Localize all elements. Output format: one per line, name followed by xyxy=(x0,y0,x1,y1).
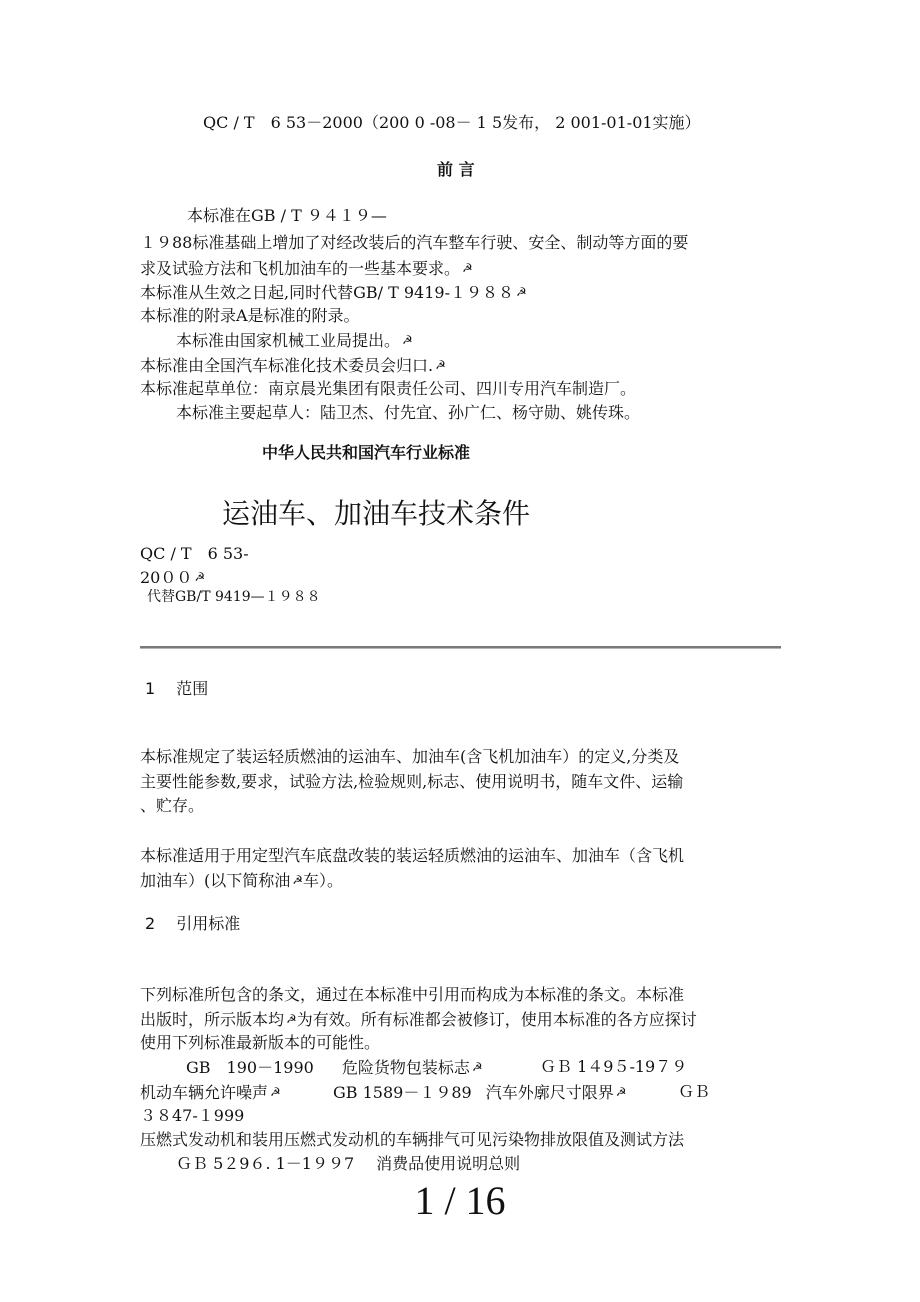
preface-line: 本标准主要起草人：陆卫杰、付先宜、孙广仁、杨守勋、姚传珠。 xyxy=(176,403,641,422)
preface-line: 本标准起草单位：南京晨光集团有限责任公司、四川专用汽车制造厂。 xyxy=(140,379,637,398)
reference-title: 机动车辆允许噪声 xyxy=(140,1083,269,1102)
reference-title: 汽车外廓尺寸限界 xyxy=(485,1083,614,1102)
preface-line: 本标准的附录A是标准的附录。 xyxy=(140,306,360,325)
paragraph-mark-icon: ☭ xyxy=(402,333,413,347)
standard-org-title: 中华人民共和国汽车行业标准 xyxy=(262,443,471,462)
reference-code: ＧＢ 5２9６. 1－1９９7 xyxy=(176,1154,355,1173)
paragraph-mark-icon: ☭ xyxy=(516,285,527,299)
reference-title: 压燃式发动机和装用压燃式发动机的车辆排气可见污染物排放限值及测试方法 xyxy=(140,1130,685,1149)
section-heading-references: 2 引用标准 xyxy=(145,914,241,933)
paragraph-mark-icon: ☭ xyxy=(615,1085,627,1099)
reference-title: 消费品使用说明总则 xyxy=(376,1154,521,1173)
reference-line xyxy=(176,1154,520,1174)
standard-code-line: QC / T 6 53- xyxy=(140,544,249,563)
preface-line: 本标准由全国汽车标准化技术委员会归口. ☭ xyxy=(140,356,446,375)
horizontal-rule xyxy=(140,646,781,649)
preface-line: 本标准从生效之日起,同时代替GB/ T 9419-１９８８ ☭ xyxy=(140,283,527,302)
paragraph-mark-icon: ☭ xyxy=(194,570,206,584)
preface-line: １９88标准基础上增加了对经改装后的汽车整车行驶、安全、制动等方面的要 xyxy=(140,233,689,252)
standard-main-title: 运油车、加油车技术条件 xyxy=(222,497,531,530)
paragraph-mark-icon: ☭ xyxy=(292,873,304,887)
paragraph-mark-icon: ☭ xyxy=(435,358,446,372)
standard-code-line: 20００ ☭ xyxy=(140,568,206,587)
reference-code: ＧＢ xyxy=(678,1082,711,1101)
paragraph-mark-icon: ☭ xyxy=(471,1060,483,1074)
reference-code: GB 190－1990 xyxy=(186,1058,314,1077)
paragraph-mark-icon: ☭ xyxy=(286,1012,297,1026)
body-line: 本标准适用于用定型汽车底盘改装的装运轻质燃油的运油车、加油车（含飞机 xyxy=(140,846,685,865)
reference-title: 危险货物包装标志 xyxy=(341,1058,470,1077)
replaces-standard: 代替GB/T 9419—１９８８ xyxy=(147,589,321,605)
body-line: 下列标准所包含的条文，通过在本标准中引用而构成为本标准的条文。本标准 xyxy=(140,985,685,1004)
body-line: 主要性能参数,要求，试验方法,检验规则,标志、使用说明书，随车文件、运输 xyxy=(140,772,684,791)
paragraph-mark-icon: ☭ xyxy=(270,1085,281,1099)
body-line: 本标准规定了装运轻质燃油的运油车、加油车(含飞机加油车）的定义,分类及 xyxy=(140,747,680,766)
reference-line xyxy=(333,1082,627,1103)
body-line: 、贮存。 xyxy=(140,796,205,815)
preface-line: 本标准由国家机械工业局提出。 ☭ xyxy=(176,331,413,350)
reference-line xyxy=(186,1057,483,1078)
paragraph-mark-icon: ☭ xyxy=(462,261,473,275)
body-line: 使用下列标准最新版本的可能性。 xyxy=(140,1033,381,1052)
body-line: 加油车）(以下简称油 ☭车）。 xyxy=(140,871,344,890)
reference-line xyxy=(140,1082,281,1103)
reference-code: GB 1589－１９89 xyxy=(333,1083,472,1102)
section-heading-scope: 1 范围 xyxy=(145,679,209,698)
preface-title: 前 言 xyxy=(437,160,475,179)
preface-line: 本标准在GB / T ９４１９— xyxy=(187,206,387,225)
body-line: 出版时，所示版本均 ☭为有效。所有标准都会被修订，使用本标准的各方应探讨 xyxy=(140,1010,697,1029)
preface-line: 求及试验方法和飞机加油车的一些基本要求。 ☭ xyxy=(140,259,473,278)
page-number: 1 / 16 xyxy=(414,1178,506,1223)
reference-code: ＧＢ 1４9５-19７９ xyxy=(540,1057,688,1076)
standard-header-line: QC / T 6 53－2000（200 0 -08－ 1 5发布， 2 001-01-01实施） xyxy=(203,113,701,132)
reference-code: ３８47-１999 xyxy=(140,1106,245,1125)
